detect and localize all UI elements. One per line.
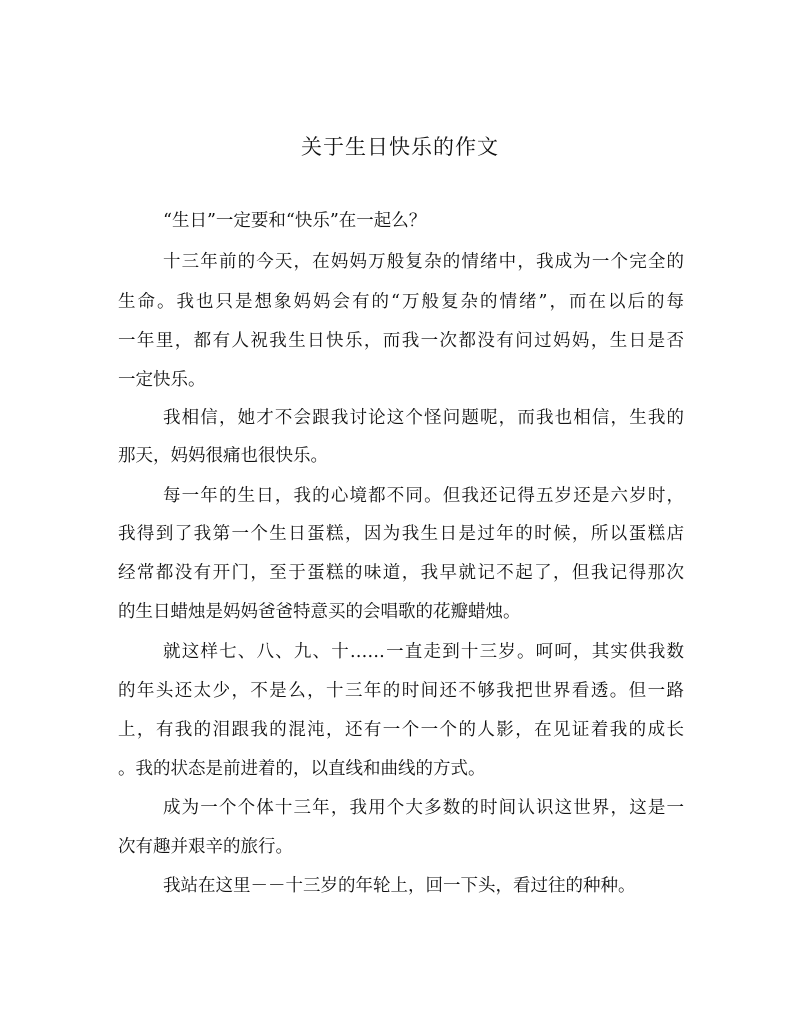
paragraph-line: 生命。我也只是想象妈妈会有的“万般复杂的情绪”，而在以后的每 — [118, 292, 684, 312]
paragraph-line: 经常都没有开门，至于蛋糕的味道，我早就记不起了，但我记得那次 — [118, 563, 684, 583]
paragraph-line: 次有趣并艰辛的旅行。 — [118, 837, 293, 857]
paragraph-line: 十三年前的今天，在妈妈万般复杂的情绪中，我成为一个完全的 — [163, 252, 684, 272]
paragraph-line: 一定快乐。 — [118, 370, 206, 390]
paragraph-line: 上，有我的泪跟我的混沌，还有一个一个的人影，在见证着我的成长 — [118, 720, 684, 740]
paragraph-line: 。我的状态是前进着的，以直线和曲线的方式。 — [118, 759, 486, 779]
paragraph-line: 我得到了我第一个生日蛋糕，因为我生日是过年的时候，所以蛋糕店 — [118, 524, 684, 544]
paragraph-line: 每一年的生日，我的心境都不同。但我还记得五岁还是六岁时， — [163, 486, 684, 506]
paragraph-line: 的年头还太少，不是么，十三年的时间还不够我把世界看透。但一路 — [118, 681, 684, 701]
paragraph-line: 成为一个个体十三年，我用个大多数的时间认识这世界，这是一 — [163, 798, 684, 818]
paragraph-line: 我相信，她才不会跟我讨论这个怪问题呢，而我也相信，生我的 — [163, 408, 684, 428]
paragraph-line: “生日”一定要和“快乐”在一起么？ — [163, 211, 427, 231]
paragraph-line: 我站在这里－－十三岁的年轮上，回一下头，看过往的种种。 — [163, 876, 636, 896]
paragraph-line: 那天，妈妈很痛也很快乐。 — [118, 446, 328, 466]
paragraph-line: 就这样七、八、九、十……一直走到十三岁。呵呵，其实供我数 — [163, 642, 684, 662]
paragraph-line: 一年里，都有人祝我生日快乐，而我一次都没有问过妈妈，生日是否 — [118, 331, 684, 351]
paragraph-line: 的生日蜡烛是妈妈爸爸特意买的会唱歌的花瓣蜡烛。 — [118, 602, 521, 622]
document-title: 关于生日快乐的作文 — [301, 135, 499, 159]
